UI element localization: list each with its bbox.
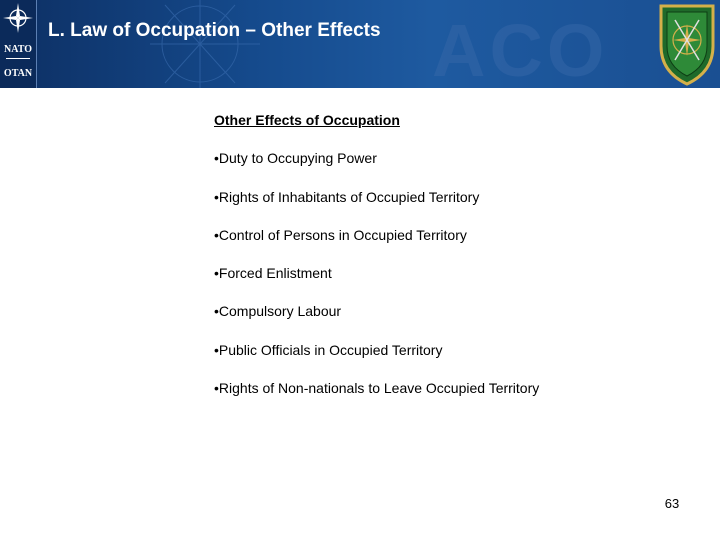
section-heading: Other Effects of Occupation [214, 112, 400, 128]
nato-label: NATO [4, 44, 32, 55]
aco-watermark: ACO [432, 9, 609, 88]
nato-compass-star-icon [2, 2, 34, 34]
slide-content [214, 112, 694, 396]
bullet-item: •Rights of Non-nationals to Leave Occupied Territory [214, 380, 540, 397]
aco-crest-icon [657, 2, 717, 86]
bullet-list [214, 150, 694, 396]
bullet-item: •Forced Enlistment [214, 265, 332, 282]
otan-label: OTAN [3, 68, 33, 79]
bullet-item: •Rights of Inhabitants of Occupied Territory [214, 188, 480, 205]
page-number: 63 [664, 496, 680, 511]
header-bar [0, 0, 720, 88]
bullet-item: •Duty to Occupying Power [214, 150, 377, 167]
bullet-item: •Control of Persons in Occupied Territory [214, 226, 467, 243]
slide-title: L. Law of Occupation – Other Effects [48, 20, 381, 41]
nato-logo [0, 0, 37, 88]
header-compass-decoration [0, 0, 720, 88]
bullet-item: •Public Officials in Occupied Territory [214, 341, 443, 358]
bullet-item: •Compulsory Labour [214, 303, 342, 320]
nato-divider [6, 58, 30, 59]
